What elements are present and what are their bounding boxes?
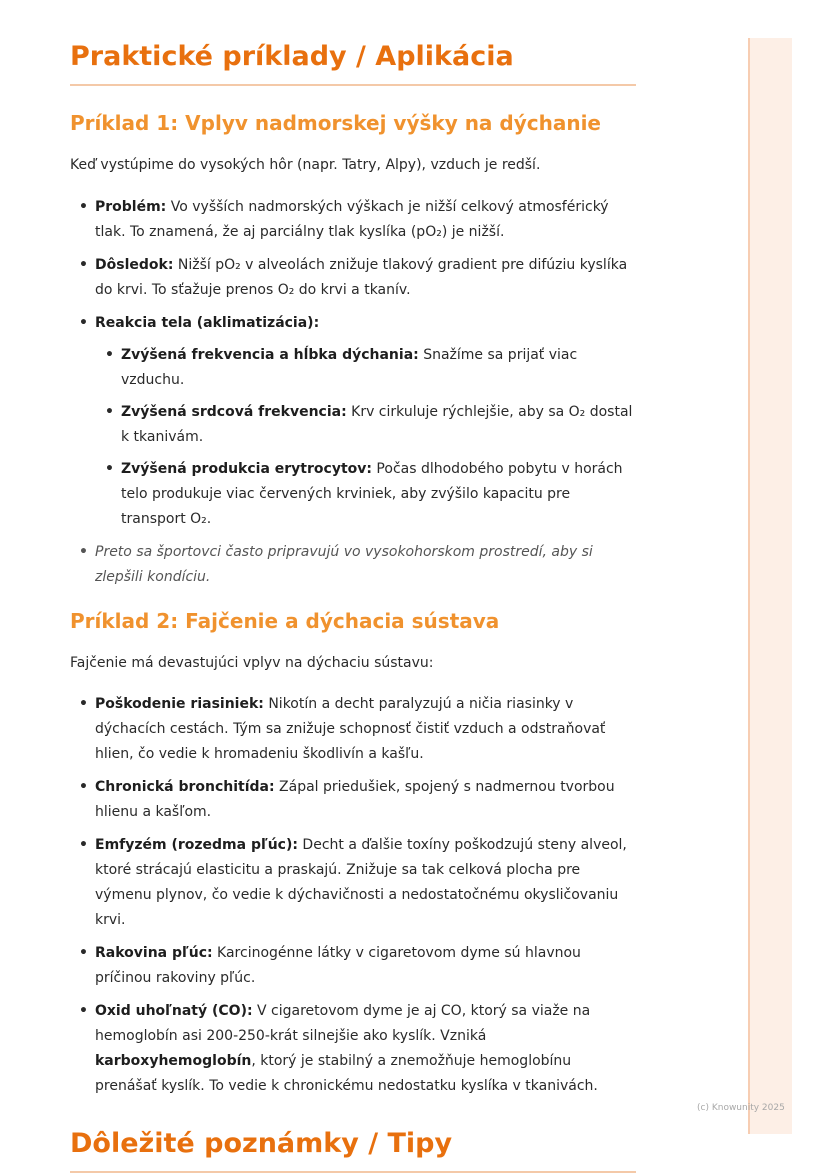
list-item: • Oxid uhoľnatý (CO): V cigaretovom dyme je aj CO, ktorý sa viaže na hemoglobín asi 200-250-krát silnejšie ako kyslík. Vzniká karboxyhemoglobín, ktorý je stabilný a znemožňuje hemoglobínu prenášať kyslík. To vedie k chronickému nedostatku kyslíka v tkanivách. xyxy=(70,999,636,1099)
list-item: • Emfyzém (rozedma pľúc): Decht a ďalšie toxíny poškodzujú steny alveol, ktoré strácajú elasticitu a praskajú. Znižuje sa tak celková plocha pre výmenu plynov, čo vedie k dýchavičnosti a nedostatočnému okysličovaniu krvi. xyxy=(70,833,636,933)
example-2-list xyxy=(70,692,636,1099)
list-item: • Poškodenie riasiniek: Nikotín a decht paralyzujú a ničia riasinky v dýchacích cestách. Tým sa znižuje schopnosť čistiť vzduch a odstraňovať hlien, čo vedie k hromadeniu škodlivín a kašľu. xyxy=(70,692,636,767)
example-1-intro: Keď vystúpime do vysokých hôr (napr. Tatry, Alpy), vzduch je redší. xyxy=(70,157,541,173)
list-item-note: • Preto sa športovci často pripravujú vo vysokohorskom prostredí, aby si zlepšili kondíciu. xyxy=(70,540,636,590)
side-margin-line xyxy=(748,38,750,1134)
list-item: • Reakcia tela (aklimatizácia): • Zvýšená frekvencia a hĺbka dýchania: Snažíme sa prijať viac vzduchu. • Zvýšená srdcová frekvencia: Krv cirkuluje rýchlejšie, aby sa O₂ dostal k tkanivám. • Zvýšená produkcia erytrocytov: Počas dlhodobého pobytu v horách telo produkuje viac červených krviniek, aby zvýšilo kapacitu pre transport O₂. xyxy=(70,311,636,532)
list-item: • Zvýšená produkcia erytrocytov: Počas dlhodobého pobytu v horách telo produkuje viac červených krviniek, aby zvýšilo kapacitu pre transport O₂. xyxy=(95,457,636,532)
side-margin-bar xyxy=(748,38,792,1134)
list-item: • Problém: Vo vyšších nadmorských výškach je nižší celkový atmosférický tlak. To znamená, že aj parciálny tlak kyslíka (pO₂) je nižší. xyxy=(70,195,636,245)
page-content xyxy=(70,38,636,1173)
acclimatization-sublist xyxy=(95,343,636,532)
section-title-examples: Praktické príklady / Aplikácia xyxy=(70,41,514,72)
example-2-title: Príklad 2: Fajčenie a dýchacia sústava xyxy=(70,609,500,633)
section-title-notes: Dôležité poznámky / Tipy xyxy=(70,1128,453,1159)
list-item: • Zvýšená srdcová frekvencia: Krv cirkuluje rýchlejšie, aby sa O₂ dostal k tkanivám. xyxy=(95,400,636,450)
example-1-list xyxy=(70,195,636,590)
footer-copyright: (c) Knowunity 2025 xyxy=(697,1103,785,1113)
list-item: • Chronická bronchitída: Zápal priedušiek, spojený s nadmernou tvorbou hlienu a kašľom. xyxy=(70,775,636,825)
list-item: • Dôsledok: Nižší pO₂ v alveolách znižuje tlakový gradient pre difúziu kyslíka do krvi. To sťažuje prenos O₂ do krvi a tkanív. xyxy=(70,253,636,303)
list-item: • Zvýšená frekvencia a hĺbka dýchania: Snažíme sa prijať viac vzduchu. xyxy=(95,343,636,393)
example-1-title: Príklad 1: Vplyv nadmorskej výšky na dýchanie xyxy=(70,111,601,135)
list-item: • Rakovina pľúc: Karcinogénne látky v cigaretovom dyme sú hlavnou príčinou rakoviny pľúc. xyxy=(70,941,636,991)
section-divider xyxy=(70,84,636,86)
example-2-intro: Fajčenie má devastujúci vplyv na dýchaciu sústavu: xyxy=(70,655,434,671)
